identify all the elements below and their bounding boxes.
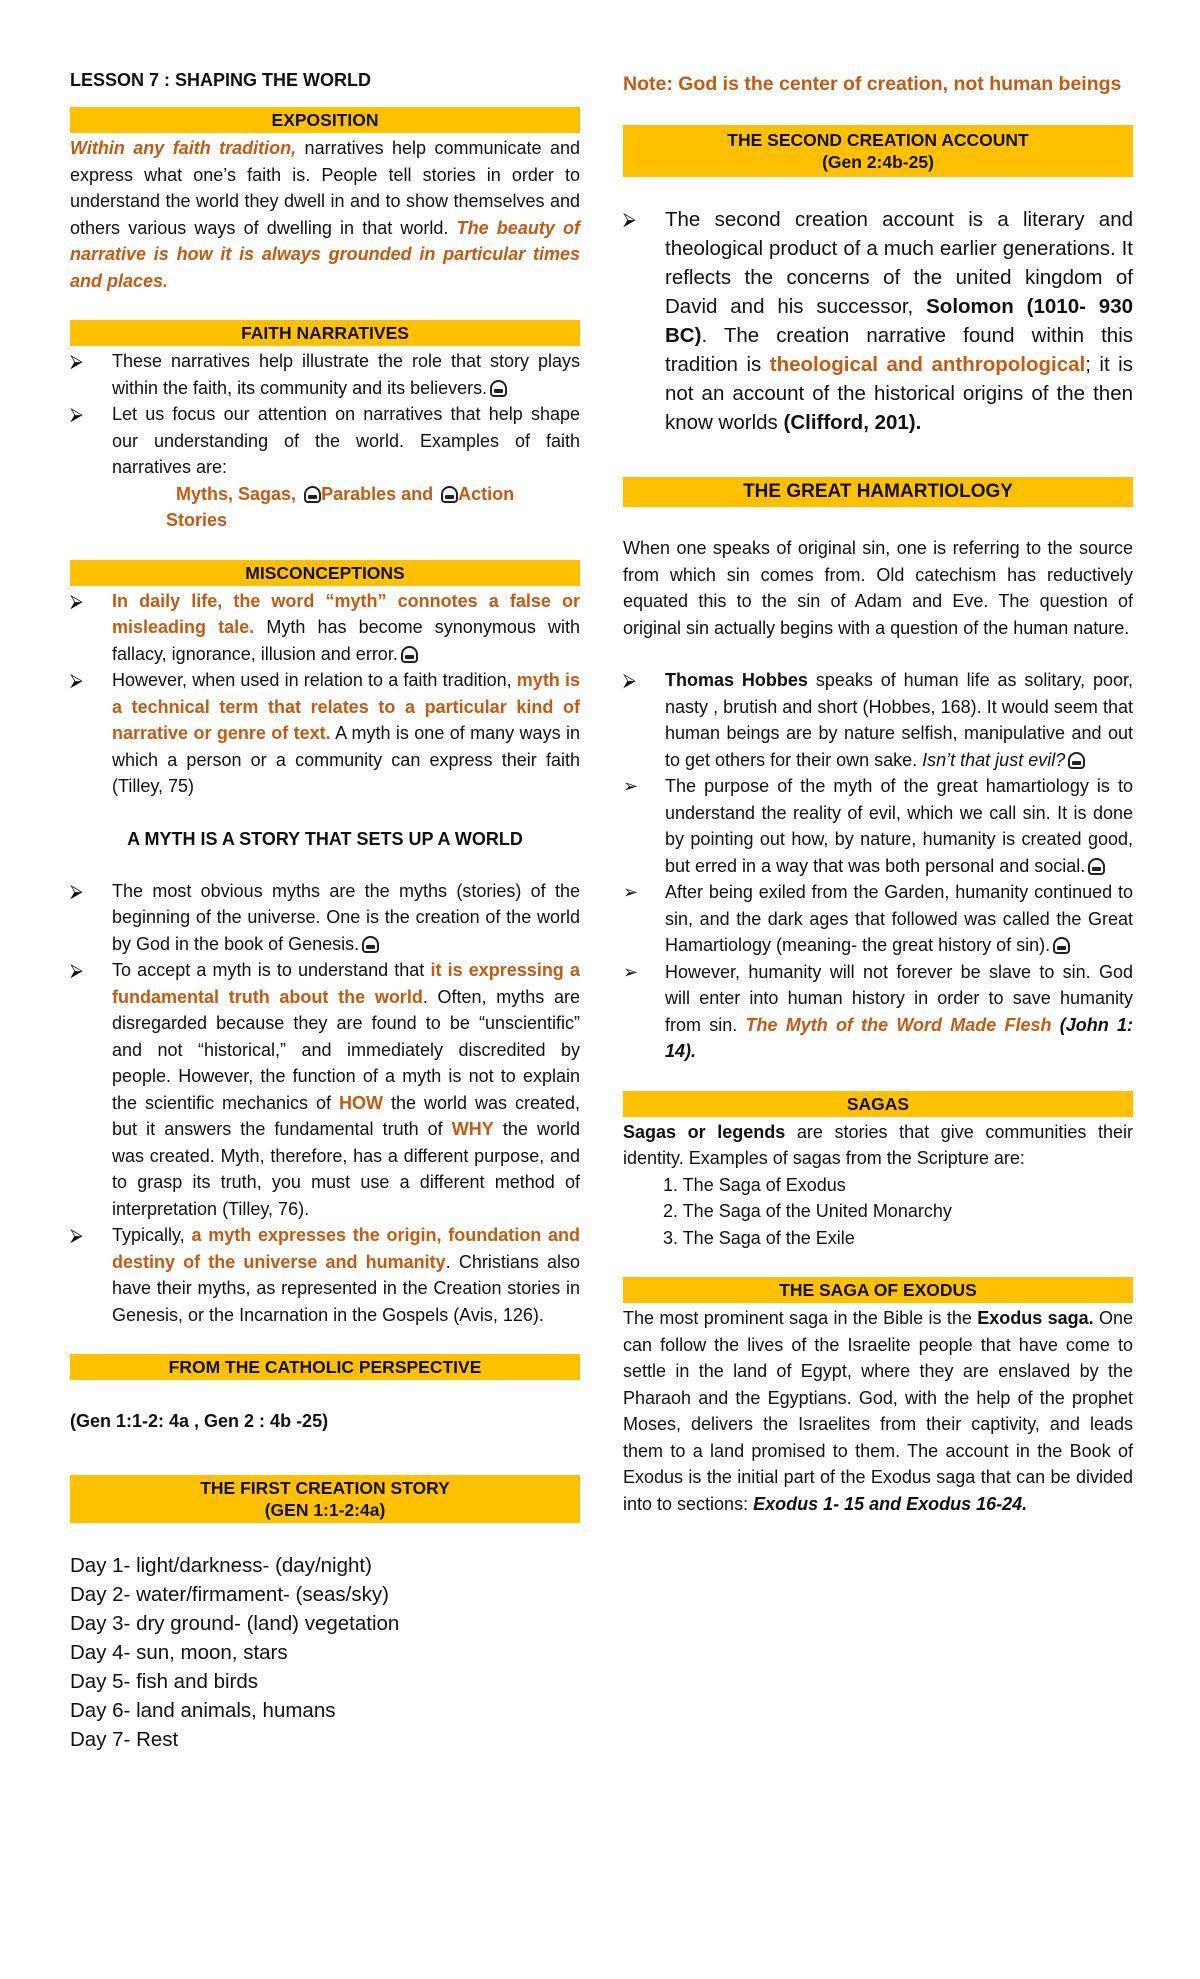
note-text: Note: God is the center of creation, not human beings (623, 73, 1122, 95)
arrow-bullet-icon: ⮚ (70, 880, 83, 901)
list-item: ⮚ To accept a myth is to understand that it is expressing a fundamental truth about the world. Often, myths are disregarded because they are found to be “unscientific” and not “historical,” and immediately discredited by people. However, the function of a myth is not to explain the scientific mechanics of HOW the world was created, but it answers the fundamental truth of WHY the world was created. Myth, therefore, has a different purpose, and to grasp its truth, you must use a different method of interpretation (Tilley, 76). (70, 957, 580, 1222)
first-creation-header: THE FIRST CREATION STORY (GEN 1:1-2:4a) (70, 1475, 580, 1523)
face-icon (441, 486, 458, 503)
sagas-paragraph: Sagas or legends are stories that give communities their identity. Examples of sagas from the Scripture are: (623, 1121, 1133, 1168)
list-item: Day 3- dry ground- (land) vegetation (70, 1611, 400, 1635)
second-creation-list (623, 205, 1133, 437)
exposition-header: EXPOSITION (70, 107, 580, 133)
arrow-bullet-icon: ⮚ (623, 670, 636, 690)
list-item: ➢ The purpose of the myth of the great hamartiology is to understand the reality of evil, which we call sin. It is done by pointing out how, by nature, humanity is created good, but erred in a way that was both personal and social. (623, 773, 1133, 879)
arrow-bullet-icon: ⮚ (70, 1225, 83, 1245)
list-item: ⮚ Thomas Hobbes speaks of human life as solitary, poor, nasty , brutish and short (Hobbes, 168). It would seem that human beings are by nature selfish, manipulative and out to get others for their own sake. Isn’t that just evil? (623, 667, 1133, 773)
hamartiology-intro: When one speaks of original sin, one is referring to the source from which sin comes from. Old catechism has reductively equated this to the sin of Adam and Eve. The question of original sin actually begins with a question of the human nature. (623, 538, 1133, 638)
misconceptions-list (70, 588, 580, 800)
hamartiology-list (623, 667, 1133, 1065)
list-item: Day 4- sun, moon, stars (70, 1640, 288, 1664)
arrow-bullet-icon: ➢ (623, 961, 639, 982)
list-item: ⮚ Typically, a myth expresses the origin, foundation and destiny of the universe and humanity. Christians also have their myths, as represented in the Creation stories in Genesis, or the Incarnation in the Gospels (Avis, 126). (70, 1222, 580, 1328)
list-item: Day 7- Rest (70, 1727, 179, 1751)
face-icon (1068, 752, 1085, 769)
exodus-header: THE SAGA OF EXODUS (623, 1277, 1133, 1303)
misconceptions-header: MISCONCEPTIONS (70, 560, 580, 586)
faith-narratives-examples: Myths, Sagas, Parables and Action (176, 483, 515, 504)
list-item: 3. The Saga of the Exile (663, 1227, 855, 1248)
list-item: ⮚ The most obvious myths are the myths (stories) of the beginning of the universe. One is the creation of the world by God in the book of Genesis. (70, 878, 580, 958)
exposition-body: narratives help communicate and express what one’s faith is. People tell stories in order to understand the world they dwell in and to show themselves and others various ways of dwelling in that world. (70, 138, 580, 238)
faith-narratives-examples-cont: Stories (166, 510, 228, 530)
list-item: Day 6- land animals, humans (70, 1698, 336, 1722)
arrow-bullet-icon: ⮚ (70, 404, 83, 424)
list-item: 2. The Saga of the United Monarchy (663, 1201, 952, 1221)
face-icon (1088, 858, 1105, 875)
arrow-bullet-icon: ⮚ (70, 960, 83, 980)
faith-narratives-list (70, 348, 580, 481)
arrow-bullet-icon: ➢ (623, 776, 639, 796)
lesson-title: LESSON 7 : SHAPING THE WORLD (70, 70, 372, 90)
arrow-bullet-icon: ⮚ (70, 351, 83, 371)
catholic-perspective-header: FROM THE CATHOLIC PERSPECTIVE (70, 1354, 580, 1380)
arrow-bullet-icon: ⮚ (623, 209, 636, 229)
right-column (623, 70, 1133, 1517)
myth-world-list (70, 878, 580, 1329)
list-item: Day 2- water/firmament- (seas/sky) (70, 1582, 389, 1606)
left-column (70, 70, 580, 1754)
exposition-paragraph (70, 135, 580, 294)
exposition-emphasis: The beauty of narrative is how it is always grounded in particular times and places. (70, 217, 580, 291)
arrow-bullet-icon: ⮚ (70, 670, 83, 690)
list-item: ⮚ In daily life, the word “myth” connotes a false or misleading tale. Myth has become synonymous with fallacy, ignorance, illusion and error. (70, 588, 580, 668)
face-icon (1053, 937, 1070, 954)
face-icon (362, 936, 379, 953)
list-item: ➢ However, humanity will not forever be slave to sin. God will enter into human history in order to save humanity from sin. The Myth of the Word Made Flesh (John 1: 14). (623, 959, 1133, 1065)
exposition-lead: Within any faith tradition, (70, 138, 297, 158)
list-item: ⮚ These narratives help illustrate the role that story plays within the faith, its community and its believers. (70, 348, 580, 401)
catholic-reference: (Gen 1:1-2: 4a , Gen 2 : 4b -25) (70, 1411, 329, 1431)
face-icon (401, 646, 418, 663)
sagas-list (623, 1172, 1133, 1252)
faith-narratives-header: FAITH NARRATIVES (70, 320, 580, 346)
arrow-bullet-icon: ⮚ (70, 590, 83, 611)
myth-world-heading: A MYTH IS A STORY THAT SETS UP A WORLD (127, 828, 523, 849)
second-creation-header: THE SECOND CREATION ACCOUNT (Gen 2:4b-25) (623, 125, 1133, 177)
exodus-paragraph: The most prominent saga in the Bible is the Exodus saga. One can follow the lives of the Israelite people that have come to settle in the land of Egypt, where they are enslaved by the Pharaoh and the Egyptians. God, with the help of the prophet Moses, delivers the Israelites from their captivity, and leads them to a land promised to them. The account in the Book of Exodus is the initial part of the Exodus saga that can be divided into to sections: Exodus 1- 15 and Exodus 16-24. (623, 1308, 1134, 1514)
list-item: 1. The Saga of Exodus (663, 1174, 846, 1195)
list-item: ➢ After being exiled from the Garden, humanity continued to sin, and the dark ages that followed was called the Great Hamartiology (meaning- the great history of sin). (623, 879, 1133, 959)
list-item: ⮚ The second creation account is a literary and theological product of a much earlier generations. It reflects the concerns of the united kingdom of David and his successor, Solomon (1010- 930 BC). The creation narrative found within this tradition is theological and anthropological; it is not an account of the historical origins of the then know worlds (Clifford, 201). (623, 205, 1133, 437)
sagas-header: SAGAS (623, 1091, 1133, 1117)
face-icon (304, 486, 321, 503)
list-item: ⮚ Let us focus our attention on narratives that help shape our understanding of the world. Examples of faith narratives are: (70, 401, 580, 481)
arrow-bullet-icon: ➢ (623, 882, 639, 902)
hamartiology-header: THE GREAT HAMARTIOLOGY (623, 477, 1133, 507)
face-icon (490, 380, 507, 397)
list-item: ⮚ However, when used in relation to a faith tradition, myth is a technical term that relates to a particular kind of narrative or genre of text. A myth is one of many ways in which a person or a community can express their faith (Tilley, 75) (70, 667, 580, 800)
creation-days-list (70, 1551, 580, 1754)
list-item: Day 1- light/darkness- (day/night) (70, 1553, 372, 1577)
list-item: Day 5- fish and birds (70, 1669, 259, 1693)
